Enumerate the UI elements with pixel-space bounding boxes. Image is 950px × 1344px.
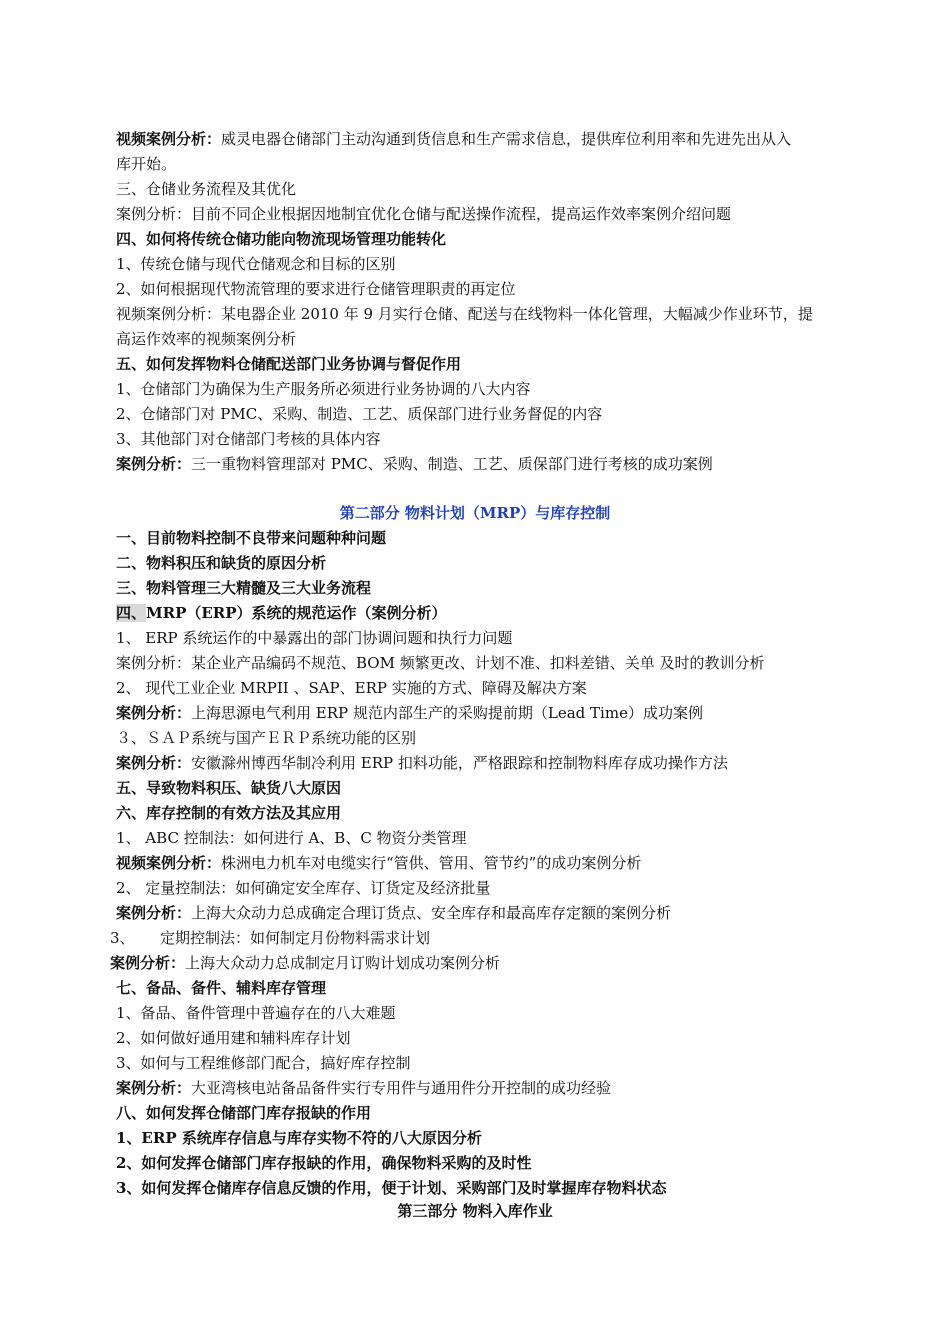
section-heading: 五、如何发挥物料仓储配送部门业务协调与督促作用: [116, 355, 462, 373]
section-heading: 二、物料积压和缺货的原因分析: [116, 554, 327, 572]
list-item: ３、ＳＡＰ系统与国产ＥＲＰ系统功能的区别: [116, 729, 417, 747]
case-label: 案例分析：: [116, 455, 192, 473]
list-item: 2、如何根据现代物流管理的要求进行仓储管理职责的再定位: [116, 280, 516, 298]
paragraph-line: [116, 453, 950, 475]
case-label: 视频案例分析：: [116, 854, 222, 872]
line-text: 威灵电器仓储部门主动沟通到货信息和生产需求信息，提供库位利用率和先进先出从入: [221, 130, 792, 148]
case-label: 案例分析：: [116, 904, 192, 922]
list-item: 1、传统仓储与现代仓储观念和目标的区别: [116, 255, 396, 273]
paragraph-line: 案例分析：某企业产品编码不规范、BOM 频繁更改、计划不准、扣料差错、关单 及时的教训分析: [116, 654, 765, 672]
list-item: 2、 定量控制法：如何确定安全库存、订货定及经济批量: [116, 879, 491, 897]
paragraph-line: [116, 752, 950, 774]
section-heading: 七、备品、备件、辅料库存管理: [116, 979, 327, 997]
list-item: 2、仓储部门对 PMC、采购、制造、工艺、质保部门进行业务督促的内容: [116, 405, 603, 423]
list-item: [116, 378, 950, 400]
paragraph-line: 库开始。: [116, 155, 177, 173]
case-label: 视频案例分析：: [116, 130, 222, 148]
section-heading: 四、如何将传统仓储功能向物流现场管理功能转化: [116, 230, 447, 248]
paragraph-line: 案例分析：目前不同企业根据因地制宜优化仓储与配送操作流程，提高运作效率案例介绍问题: [116, 205, 732, 223]
section-heading: 五、导致物料积压、缺货八大原因: [116, 779, 342, 797]
section-heading: 一、目前物料控制不良带来问题种种问题: [116, 529, 387, 547]
section-heading: 三、仓储业务流程及其优化: [116, 180, 297, 198]
paragraph-line: [116, 702, 950, 724]
paragraph-line: 视频案例分析：某电器企业 2010 年 9 月实行仓储、配送与在线物料一体化管理，大幅减少作业环节，提: [116, 305, 813, 323]
list-item: 3、如何发挥仓储库存信息反馈的作用，便于计划、采购部门及时掌握库存物料状态: [116, 1179, 667, 1197]
list-item: 1、备品、备件管理中普遍存在的八大难题: [116, 1004, 396, 1022]
line-text: 定期控制法：如何制定月份物料需求计划: [160, 929, 431, 947]
paragraph-line: [116, 128, 950, 150]
case-label: 案例分析：: [116, 1079, 192, 1097]
line-text: 上海思源电气利用 ERP 规范内部生产的采购提前期（Lead Time）成功案例: [191, 704, 703, 722]
part-title: 第三部分 物料入库作业: [397, 1202, 553, 1220]
case-label: 案例分析：: [116, 754, 192, 772]
list-item: 3、如何与工程维修部门配合，搞好库存控制: [116, 1054, 411, 1072]
list-number: 3、: [110, 929, 135, 947]
list-item: 2、如何做好通用建和辅料库存计划: [116, 1029, 351, 1047]
case-label: 案例分析：: [110, 954, 186, 972]
highlighted-prefix: 四、: [116, 604, 147, 622]
line-text: 1、仓储部门为确保为生产服务所必须进行业务协调的八大内容: [116, 380, 531, 398]
section-heading: 六、库存控制的有效方法及其应用: [116, 804, 342, 822]
line-text: 上海大众动力总成确定合理订货点、安全库存和最高库存定额的案例分析: [191, 904, 672, 922]
section-heading: 三、物料管理三大精髓及三大业务流程: [116, 579, 372, 597]
line-text: MRP（ERP）系统的规范运作（案例分析）: [146, 604, 447, 622]
paragraph-line: [116, 852, 950, 874]
case-label: 案例分析：: [116, 704, 192, 722]
line-text: 三一重物料管理部对 PMC、采购、制造、工艺、质保部门进行考核的成功案例: [191, 455, 713, 473]
list-item: 1、 ERP 系统运作的中暴露出的部门协调问题和执行力问题: [116, 629, 513, 647]
line-text: 大亚湾核电站备品备件实行专用件与通用件分开控制的成功经验: [191, 1079, 612, 1097]
list-item: 3、其他部门对仓储部门考核的具体内容: [116, 430, 381, 448]
paragraph-line: [116, 902, 950, 924]
list-item: 2、如何发挥仓储部门库存报缺的作用，确保物料采购的及时性: [116, 1154, 532, 1172]
list-item: 2、 现代工业企业 MRPII 、SAP、ERP 实施的方式、障碍及解决方案: [116, 679, 587, 697]
list-item: [110, 927, 950, 949]
paragraph-line: [110, 952, 950, 974]
part-title: 第二部分 物料计划（MRP）与库存控制: [339, 504, 611, 522]
line-text: 株洲电力机车对电缆实行“管供、管用、管节约”的成功案例分析: [221, 854, 642, 872]
paragraph-line: [116, 1077, 950, 1099]
section-heading: [116, 602, 950, 624]
list-item: 1、ERP 系统库存信息与库存实物不符的八大原因分析: [116, 1129, 482, 1147]
list-item: 1、 ABC 控制法：如何进行 A、B、C 物资分类管理: [116, 829, 467, 847]
section-heading: 八、如何发挥仓储部门库存报缺的作用: [116, 1104, 372, 1122]
line-text: 安徽滁州博西华制冷利用 ERP 扣料功能，严格跟踪和控制物料库存成功操作方法: [191, 754, 728, 772]
paragraph-line: 高运作效率的视频案例分析: [116, 330, 297, 348]
line-text: 上海大众动力总成制定月订购计划成功案例分析: [185, 954, 501, 972]
